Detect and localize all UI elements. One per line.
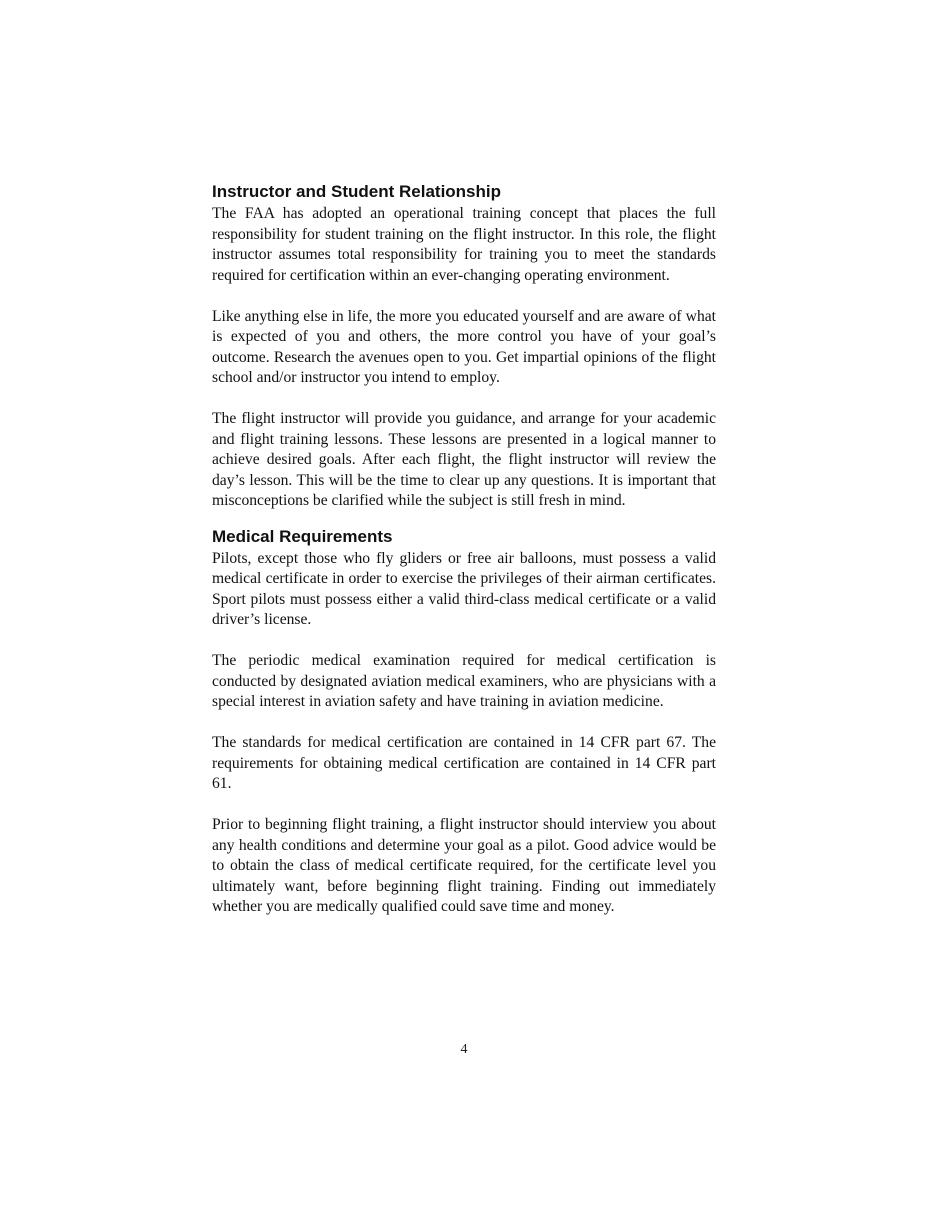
page-body <box>212 180 716 938</box>
section-heading-instructor-student: Instructor and Student Relationship <box>212 182 502 201</box>
paragraph: The flight instructor will provide you guidance, and arrange for your academic and flight training lessons. These lessons are presented in a logical manner to achieve desired goals. After each flight, the flight instructor will review the day’s lesson. This will be the time to clear up any questions. It is important that misconceptions be clarified while the subject is still fresh in mind. <box>212 410 716 509</box>
section-heading-medical-requirements: Medical Requirements <box>212 526 393 546</box>
page-number: 4 <box>460 1042 468 1057</box>
paragraph: Like anything else in life, the more you educated yourself and are aware of what is expected of you and others, the more control you have of your goal’s outcome. Research the avenues open to you. Get impartial opinions of the flight school and/or instructor you intend to employ. <box>212 307 716 386</box>
paragraph: The periodic medical examination required for medical certification is conducted by designated aviation medical examiners, who are physicians with a special interest in aviation safety and have training in aviation medicine. <box>212 652 716 710</box>
paragraph: Prior to beginning flight training, a flight instructor should interview you about any health conditions and determine your goal as a pilot. Good advice would be to obtain the class of medical certificate required, for the certificate level you ultimately want, before beginning flight training. Finding out immediately whether you are medically qualified could save time and money. <box>212 816 716 915</box>
paragraph: Pilots, except those who fly gliders or free air balloons, must possess a valid medical certificate in order to exercise the privileges of their airman certificates. Sport pilots must possess either a valid third-class medical certificate or a valid driver’s license. <box>212 549 716 628</box>
paragraph: The standards for medical certification are contained in 14 CFR part 67. The requirements for obtaining medical certification are contained in 14 CFR part 61. <box>212 734 716 792</box>
paragraph: The FAA has adopted an operational training concept that places the full responsibility for student training on the flight instructor. In this role, the flight instructor assumes total responsibility for training you to meet the standards required for certification within an ever-changing operating environment. <box>212 205 716 284</box>
